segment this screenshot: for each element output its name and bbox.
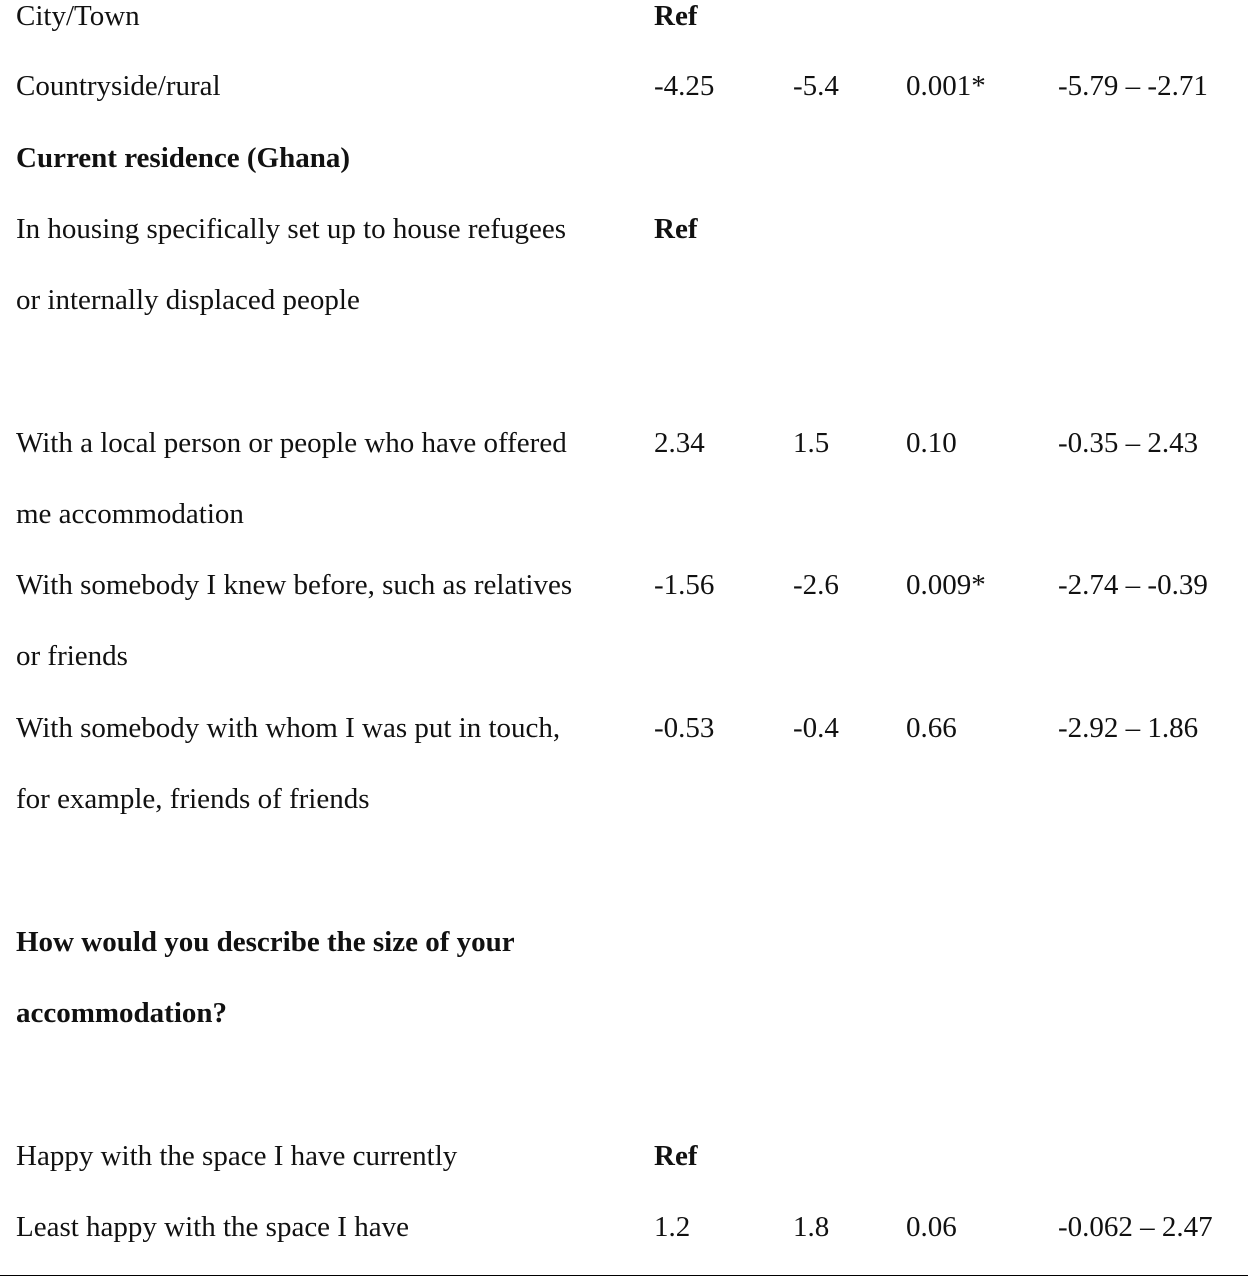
coef-value: 1.2 — [654, 1211, 691, 1243]
coef-ref: Ref — [654, 213, 698, 245]
ci-value: -2.92 – 1.86 — [1058, 712, 1199, 744]
row-label-least-happy: Least happy with the space I have — [16, 1211, 409, 1243]
section-heading-current-residence: Current residence (Ghana) — [16, 142, 351, 174]
table-bottom-rule — [0, 1275, 1248, 1276]
row-label-put-in-touch: With somebody with whom I was put in touch, — [16, 712, 561, 744]
t-value: -5.4 — [793, 70, 839, 102]
coef-value: 2.34 — [654, 427, 705, 459]
row-label-local-person: With a local person or people who have offered — [16, 427, 567, 459]
p-value: 0.009* — [906, 569, 986, 601]
row-label-city-town: City/Town — [16, 0, 140, 32]
ci-value: -0.35 – 2.43 — [1058, 427, 1199, 459]
coef-ref: Ref — [654, 0, 698, 32]
row-label-put-in-touch-cont: for example, friends of friends — [16, 783, 370, 815]
p-value: 0.001* — [906, 70, 986, 102]
section-heading-accommodation-size: How would you describe the size of your — [16, 926, 515, 958]
p-value: 0.06 — [906, 1211, 957, 1243]
section-heading-accommodation-size-cont: accommodation? — [16, 997, 228, 1029]
row-label-happy-space: Happy with the space I have currently — [16, 1140, 458, 1172]
ci-value: -2.74 – -0.39 — [1058, 569, 1208, 601]
t-value: 1.8 — [793, 1211, 830, 1243]
p-value: 0.10 — [906, 427, 957, 459]
t-value: -0.4 — [793, 712, 839, 744]
ci-value: -0.062 – 2.47 — [1058, 1211, 1213, 1243]
ci-value: -5.79 – -2.71 — [1058, 70, 1208, 102]
row-label-refugee-housing: In housing specifically set up to house refugees — [16, 213, 567, 245]
coef-value: -1.56 — [654, 569, 715, 601]
t-value: -2.6 — [793, 569, 839, 601]
coef-value: -4.25 — [654, 70, 715, 102]
row-label-refugee-housing-cont: or internally displaced people — [16, 284, 360, 316]
row-label-knew-before-cont: or friends — [16, 640, 128, 672]
coef-ref: Ref — [654, 1140, 698, 1172]
row-label-knew-before: With somebody I knew before, such as relatives — [16, 569, 573, 601]
coef-value: -0.53 — [654, 712, 715, 744]
p-value: 0.66 — [906, 712, 957, 744]
t-value: 1.5 — [793, 427, 830, 459]
row-label-local-person-cont: me accommodation — [16, 498, 244, 530]
row-label-countryside: Countryside/rural — [16, 70, 221, 102]
